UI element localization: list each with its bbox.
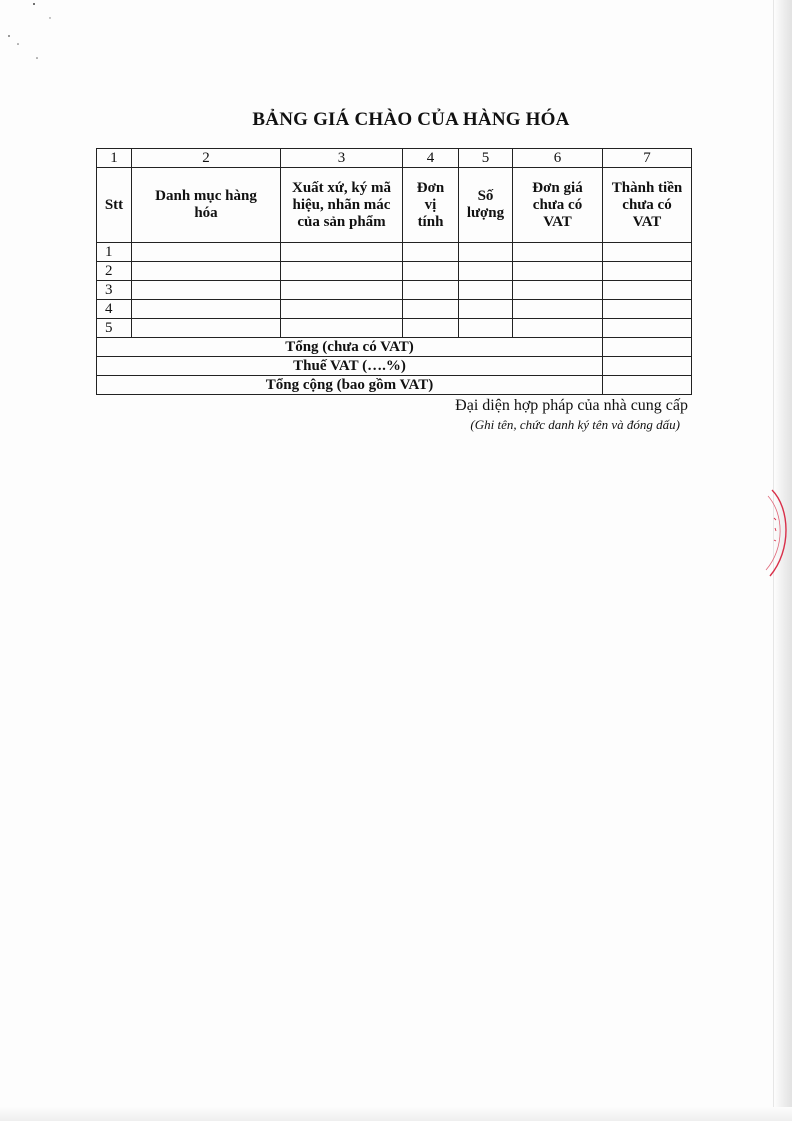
subtotal-row (97, 338, 692, 357)
seal-stamp-edge (760, 488, 792, 578)
total-row (97, 376, 692, 395)
column-number: 2 (132, 149, 281, 168)
column-number: 7 (603, 149, 692, 168)
header-origin: Xuất xứ, ký mã hiệu, nhãn mác của sản phẩm (281, 168, 403, 243)
table-row (97, 319, 692, 338)
signature-label: Đại diện hợp pháp của nhà cung cấp (455, 397, 688, 414)
vat-value (603, 357, 692, 376)
header-item-name: Danh mục hàng hóa (132, 168, 281, 243)
table-row (97, 281, 692, 300)
column-number-row (97, 149, 692, 168)
column-number: 1 (97, 149, 132, 168)
page-bottom-edge (0, 1107, 792, 1121)
row-number: 3 (97, 281, 132, 300)
vat-row (97, 357, 692, 376)
row-number: 1 (97, 243, 132, 262)
row-number: 4 (97, 300, 132, 319)
column-number: 3 (281, 149, 403, 168)
column-number: 5 (459, 149, 513, 168)
header-row (97, 168, 692, 243)
scan-specks (0, 0, 60, 70)
subtotal-label: Tổng (chưa có VAT) (97, 338, 603, 357)
subtotal-value (603, 338, 692, 357)
header-quantity: Số lượng (459, 168, 513, 243)
table-row (97, 300, 692, 319)
table-row (97, 243, 692, 262)
column-number: 6 (513, 149, 603, 168)
header-unit-price: Đơn giá chưa có VAT (513, 168, 603, 243)
column-number: 4 (403, 149, 459, 168)
header-stt: Stt (97, 168, 132, 243)
row-number: 2 (97, 262, 132, 281)
document-title: BẢNG GIÁ CHÀO CỦA HÀNG HÓA (252, 109, 570, 130)
header-amount: Thành tiền chưa có VAT (603, 168, 692, 243)
table-row (97, 262, 692, 281)
signature-note: (Ghi tên, chức danh ký tên và đóng dấu) (470, 417, 680, 432)
price-quote-table (96, 148, 692, 395)
total-label: Tổng cộng (bao gồm VAT) (97, 376, 603, 395)
row-number: 5 (97, 319, 132, 338)
header-unit: Đơn vị tính (403, 168, 459, 243)
vat-label: Thuế VAT (….%) (97, 357, 603, 376)
total-value (603, 376, 692, 395)
